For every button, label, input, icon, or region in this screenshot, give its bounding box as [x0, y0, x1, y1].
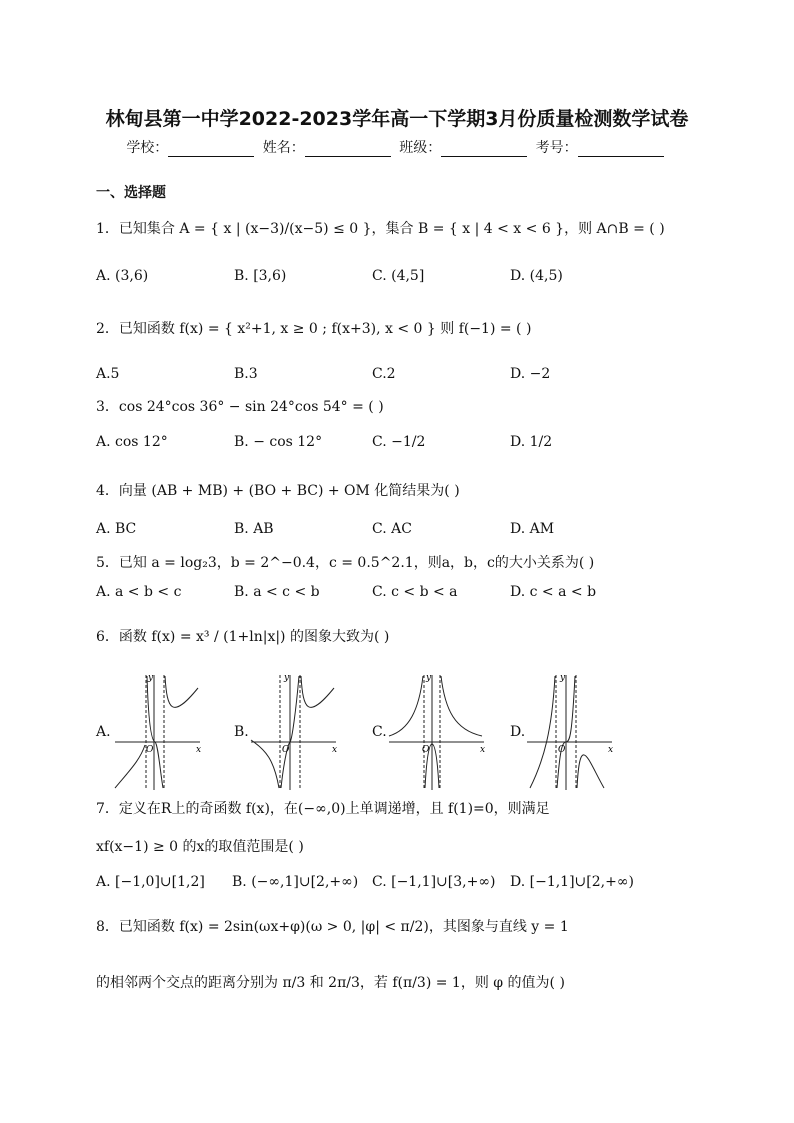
option-a[interactable]: A. (3,6): [96, 268, 149, 284]
x-label: x: [608, 745, 614, 755]
question-number: 7．: [96, 801, 119, 817]
x-label: x: [196, 745, 202, 755]
question-stem: 已知 a = log₂3，b = 2^−0.4，c = 0.5^2.1，则a，b，c的大小关系为( ): [118, 555, 595, 571]
question-8-line-2: 的相邻两个交点的距离分别为 π/3 和 2π/3，若 f(π/3) = 1，则 φ 的值为( ): [96, 975, 565, 991]
question-stem: 已知函数 f(x) = 2sin(ωx+φ)(ω > 0, |φ| < π/2)，其图象与直线 y = 1: [118, 919, 569, 935]
class-blank[interactable]: [441, 142, 527, 157]
x-label: x: [332, 745, 338, 755]
graph-c[interactable]: [384, 670, 489, 792]
option-b[interactable]: B. a < c < b: [234, 584, 320, 600]
question-1: [96, 218, 665, 238]
option-c[interactable]: C. AC: [372, 521, 412, 537]
question-number: 4．: [96, 483, 119, 499]
option-d[interactable]: D. −2: [510, 366, 551, 382]
question-8: [96, 916, 569, 936]
y-label: y: [560, 673, 566, 683]
option-d[interactable]: D.: [510, 724, 526, 740]
option-c[interactable]: C.: [372, 724, 387, 740]
question-3: [96, 396, 384, 416]
option-c[interactable]: C.2: [372, 366, 396, 382]
page-title: 林甸县第一中学2022-2023学年高一下学期3月份质量检测数学试卷: [105, 108, 689, 130]
option-a[interactable]: A.: [96, 724, 111, 740]
exam-number-blank[interactable]: [578, 142, 664, 157]
school-label: 学校：: [126, 140, 169, 156]
school-blank[interactable]: [168, 142, 254, 157]
question-number: 3．: [96, 399, 119, 415]
graph-b[interactable]: [246, 670, 341, 792]
question-number: 6．: [96, 629, 119, 645]
option-c[interactable]: C. (4,5]: [372, 268, 425, 284]
question-stem: 定义在R上的奇函数 f(x)，在(−∞,0)上单调递增，且 f(1)=0，则满足: [118, 801, 550, 817]
option-b[interactable]: B. (−∞,1]∪[2,+∞): [232, 874, 359, 890]
y-label: y: [284, 673, 290, 683]
question-number: 8．: [96, 919, 119, 935]
graph-a[interactable]: [110, 670, 205, 792]
option-c[interactable]: C. [−1,1]∪[3,+∞): [372, 874, 496, 890]
option-b[interactable]: B. − cos 12°: [234, 434, 323, 450]
question-stem: 函数 f(x) = x³ / (1+ln|x|) 的图象大致为( ): [118, 629, 390, 645]
class-label: 班级：: [399, 140, 442, 156]
option-d[interactable]: D. [−1,1]∪[2,+∞): [510, 874, 634, 890]
exam-number-label: 考号：: [535, 140, 578, 156]
question-2: [96, 318, 531, 338]
option-a[interactable]: A. [−1,0]∪[1,2]: [96, 874, 205, 890]
option-d[interactable]: D. c < a < b: [510, 584, 597, 600]
option-d[interactable]: D. 1/2: [510, 434, 553, 450]
curve: [165, 676, 198, 707]
question-number: 1．: [96, 221, 119, 237]
curve: [115, 745, 145, 788]
option-d[interactable]: D. AM: [510, 521, 555, 537]
option-a[interactable]: A.5: [96, 366, 120, 382]
option-a[interactable]: A. cos 12°: [96, 434, 168, 450]
section-heading: 一、选择题: [96, 185, 166, 201]
question-4: [96, 480, 460, 500]
option-d[interactable]: D. (4,5): [510, 268, 563, 284]
x-label: x: [480, 745, 486, 755]
y-label: y: [148, 673, 154, 683]
option-a[interactable]: A. BC: [96, 521, 137, 537]
option-b[interactable]: B.3: [234, 366, 258, 382]
question-stem: 已知函数 f(x) = { x²+1, x ≥ 0 ; f(x+3), x < 0 } 则 f(−1) = ( ): [118, 321, 532, 337]
option-c[interactable]: C. c < b < a: [372, 584, 458, 600]
option-b[interactable]: B. AB: [234, 521, 274, 537]
question-stem: 已知集合 A = { x | (x−3)/(x−5) ≤ 0 }，集合 B = { x | 4 < x < 6 }，则 A∩B = ( ): [118, 221, 665, 237]
question-7-line-2: xf(x−1) ≥ 0 的x的取值范围是( ): [96, 839, 304, 855]
question-stem: cos 24°cos 36° − sin 24°cos 54° = ( ): [118, 399, 384, 415]
origin-label: O: [558, 745, 566, 755]
name-label: 姓名：: [262, 140, 305, 156]
name-blank[interactable]: [305, 142, 391, 157]
option-c[interactable]: C. −1/2: [372, 434, 426, 450]
curve: [147, 676, 163, 788]
option-a[interactable]: A. a < b < c: [96, 584, 182, 600]
option-b[interactable]: B. [3,6): [234, 268, 287, 284]
graph-d[interactable]: [522, 670, 617, 792]
question-7: [96, 798, 550, 818]
origin-label: O: [282, 745, 290, 755]
question-5: [96, 552, 594, 572]
option-b[interactable]: B.: [234, 724, 249, 740]
y-label: y: [426, 673, 432, 683]
student-info-line: [0, 137, 794, 157]
origin-label: O: [146, 745, 154, 755]
question-6: [96, 626, 389, 646]
question-number: 2．: [96, 321, 119, 337]
question-number: 5．: [96, 555, 119, 571]
origin-label: O: [422, 745, 430, 755]
question-stem: 向量 (AB + MB) + (BO + BC) + OM 化简结果为( ): [118, 483, 460, 499]
